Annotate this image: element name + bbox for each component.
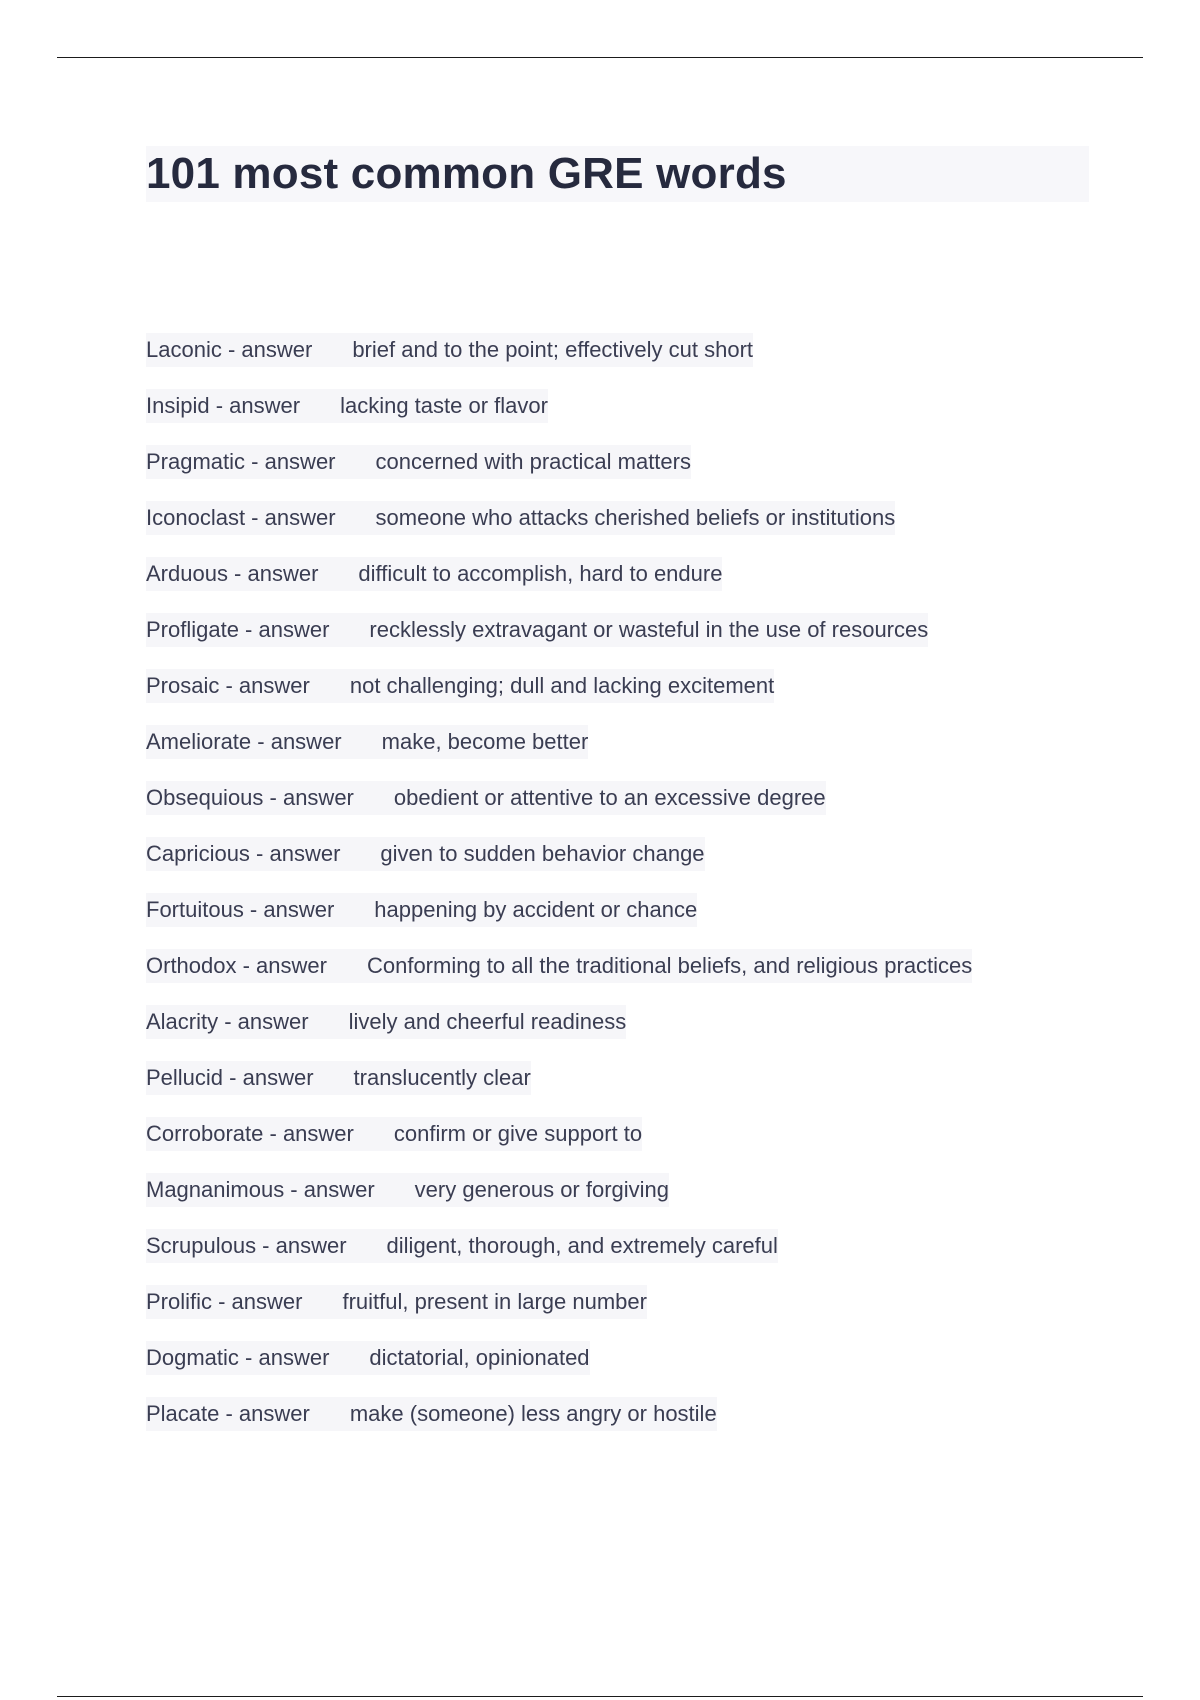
list-item [146,501,1126,557]
list-item [146,613,1126,669]
entry-term: Pragmatic - answer [146,449,336,474]
entry-highlight [146,1117,642,1151]
entry-highlight [146,445,691,479]
entry-definition: obedient or attentive to an excessive degree [393,785,826,810]
bottom-divider [57,1696,1143,1697]
entry-definition: dictatorial, opinionated [369,1345,590,1370]
entry-definition: lively and cheerful readiness [348,1009,627,1034]
list-item [146,1397,1126,1453]
entry-term: Magnanimous - answer [146,1177,375,1202]
entry-term: Capricious - answer [146,841,341,866]
entry-definition: diligent, thorough, and extremely careful [386,1233,778,1258]
list-item [146,333,1126,389]
vocabulary-list [146,333,1126,1453]
entry-term: Pellucid - answer [146,1065,314,1090]
list-item [146,389,1126,445]
entry-definition: very generous or forgiving [414,1177,670,1202]
list-item [146,1117,1126,1173]
entry-highlight [146,389,548,423]
list-item [146,445,1126,501]
entry-highlight [146,837,705,871]
entry-term: Ameliorate - answer [146,729,342,754]
entry-definition: Conforming to all the traditional beliefs, and religious practices [366,953,973,978]
entry-definition: lacking taste or flavor [340,393,548,418]
entry-definition: fruitful, present in large number [342,1289,647,1314]
entry-term: Corroborate - answer [146,1121,354,1146]
entry-highlight [146,557,722,591]
list-item [146,1229,1126,1285]
entry-highlight [146,725,588,759]
entry-highlight [146,1061,531,1095]
entry-highlight [146,501,895,535]
entry-term: Profligate - answer [146,617,330,642]
entry-definition: translucently clear [353,1065,531,1090]
entry-term: Prolific - answer [146,1289,303,1314]
entry-highlight [146,669,774,703]
entry-term: Placate - answer [146,1401,310,1426]
list-item [146,1173,1126,1229]
entry-term: Fortuitous - answer [146,897,335,922]
list-item [146,893,1126,949]
entry-term: Arduous - answer [146,561,319,586]
entry-term: Orthodox - answer [146,953,327,978]
entry-highlight [146,333,753,367]
list-item [146,1005,1126,1061]
entry-definition: recklessly extravagant or wasteful in the use of resources [369,617,929,642]
list-item [146,557,1126,613]
list-item [146,725,1126,781]
entry-highlight [146,949,972,983]
entry-term: Obsequious - answer [146,785,354,810]
entry-term: Iconoclast - answer [146,505,336,530]
list-item [146,1285,1126,1341]
entry-definition: brief and to the point; effectively cut short [352,337,754,362]
entry-term: Insipid - answer [146,393,301,418]
entry-definition: make (someone) less angry or hostile [349,1401,717,1426]
entry-definition: given to sudden behavior change [380,841,705,866]
entry-highlight [146,1397,717,1431]
list-item [146,1341,1126,1397]
entry-highlight [146,1341,590,1375]
list-item [146,949,1126,1005]
entry-highlight [146,1229,778,1263]
list-item [146,669,1126,725]
entry-highlight [146,1285,647,1319]
entry-term: Scrupulous - answer [146,1233,347,1258]
entry-highlight [146,1005,626,1039]
entry-definition: confirm or give support to [393,1121,643,1146]
entry-highlight [146,781,826,815]
entry-term: Alacrity - answer [146,1009,309,1034]
page-title: 101 most common GRE words [146,149,787,198]
top-divider [57,57,1143,58]
entry-term: Dogmatic - answer [146,1345,330,1370]
list-item [146,1061,1126,1117]
entry-highlight [146,613,928,647]
entry-definition: make, become better [381,729,589,754]
entry-definition: not challenging; dull and lacking excitement [349,673,775,698]
entry-term: Laconic - answer [146,337,313,362]
entry-highlight [146,1173,669,1207]
entry-highlight [146,893,697,927]
entry-definition: concerned with practical matters [375,449,691,474]
list-item [146,781,1126,837]
entry-term: Prosaic - answer [146,673,310,698]
entry-definition: someone who attacks cherished beliefs or institutions [375,505,896,530]
list-item [146,837,1126,893]
entry-definition: difficult to accomplish, hard to endure [358,561,723,586]
entry-definition: happening by accident or chance [374,897,698,922]
